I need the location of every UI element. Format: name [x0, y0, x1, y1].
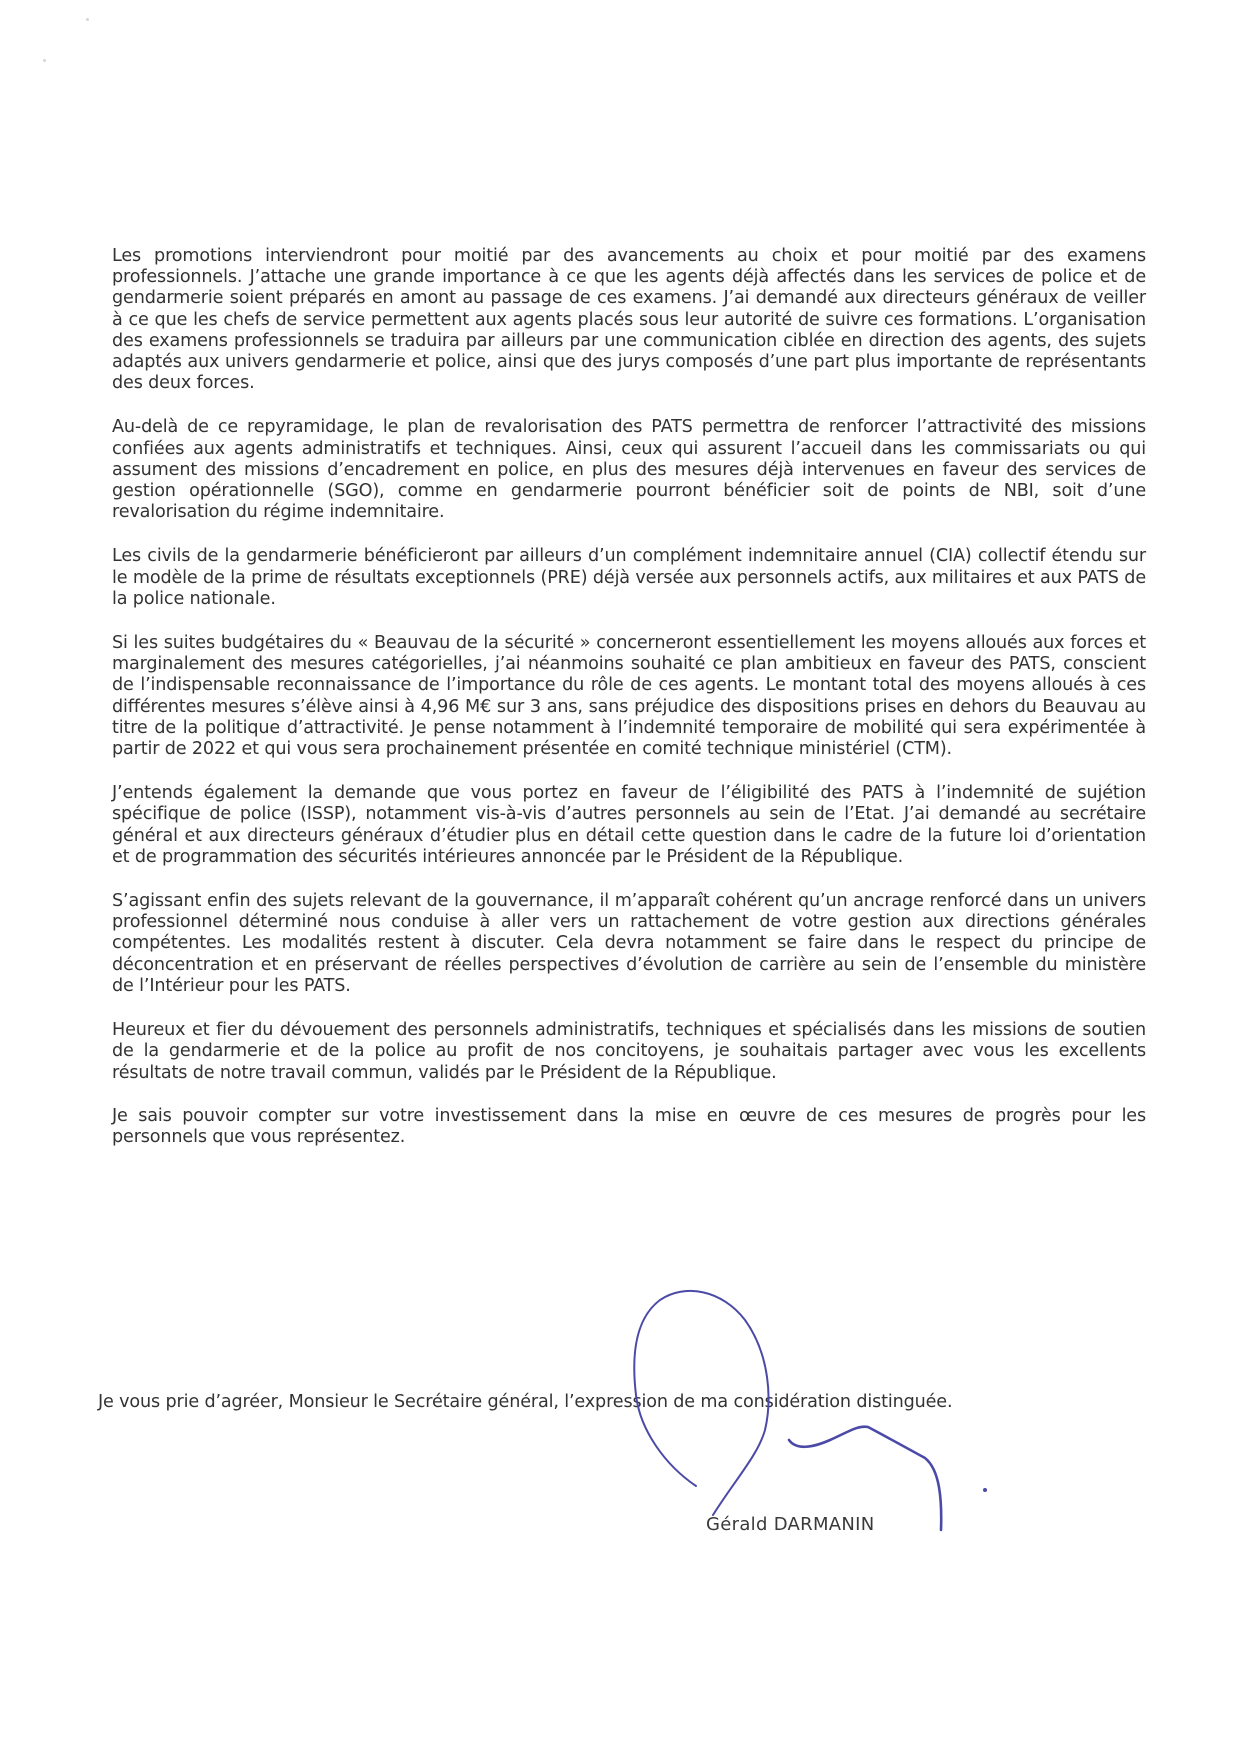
- paragraph-budget: Si les suites budgétaires du « Beauvau de la sécurité » concerneront essentiellement les moyens alloués aux forces et marginalement des mesures catégorielles, j’ai néanmoins souhaité ce plan ambitieux en faveur des PATS, conscient de l’indispensable reconnaissance de l’importance du rôle de ces agents. Le montant total des moyens alloués à ces différentes mesures s’élève ainsi à 4,96 M€ sur 3 ans, sans préjudice des dispositions prises en dehors du Beauvau au titre de la politique d’attractivité. Je pense notamment à l’indemnité temporaire de mobilité qui sera expérimentée à partir de 2022 et qui vous sera prochainement présentée en comité technique ministériel (CTM).: [112, 633, 1146, 760]
- scan-speck: [43, 59, 46, 62]
- paragraph-remerciements: Heureux et fier du dévouement des personnels administratifs, techniques et spécialisés dans les missions de soutien de la gendarmerie et de la police au profit de nos concitoyens, je souhaitais partager avec vous les excellents résultats de notre travail commun, validés par le Président de la République.: [112, 1020, 1146, 1083]
- scan-speck: [86, 18, 89, 21]
- paragraph-promotions: Les promotions interviendront pour moitié par des avancements au choix et pour moitié par des examens professionnels. J’attache une grande importance à ce que les agents déjà affectés dans les services de police et de gendarmerie soient préparés en amont au passage de ces examens. J’ai demandé aux directeurs généraux de veiller à ce que les chefs de service permettent aux agents placés sous leur autorité de suivre ces formations. L’organisation des examens professionnels se traduira par ailleurs par une communication ciblée en direction des agents, des sujets adaptés aux univers gendarmerie et police, ainsi que des jurys composés d’une part plus importante de représentants des deux forces.: [112, 246, 1146, 394]
- paragraph-revalorisation: Au-delà de ce repyramidage, le plan de revalorisation des PATS permettra de renforcer l’attractivité des missions confiées aux agents administratifs et techniques. Ainsi, ceux qui assurent l’accueil dans les commissariats ou qui assument des missions d’encadrement en police, en plus des mesures déjà intervenues en faveur des services de gestion opérationnelle (SGO), comme en gendarmerie pourront bénéficier soit de points de NBI, soit d’une revalorisation du régime indemnitaire.: [112, 417, 1146, 523]
- closing-formula: Je vous prie d’agréer, Monsieur le Secrétaire général, l’expression de ma considération distinguée.: [98, 1392, 953, 1412]
- paragraph-issp: J’entends également la demande que vous portez en faveur de l’éligibilité des PATS à l’indemnité de sujétion spécifique de police (ISSP), notamment vis-à-vis d’autres personnels au sein de l’Etat. J’ai demandé au secrétaire général et aux directeurs généraux d’étudier plus en détail cette question dans le cadre de la future loi d’orientation et de programmation des sécurités intérieures annoncée par le Président de la République.: [112, 783, 1146, 867]
- letter-body: [112, 246, 1146, 1169]
- paragraph-cia: Les civils de la gendarmerie bénéficieront par ailleurs d’un complément indemnitaire annuel (CIA) collectif étendu sur le modèle de la prime de résultats exceptionnels (PRE) déjà versée aux personnels actifs, aux militaires et aux PATS de la police nationale.: [112, 546, 1146, 609]
- paragraph-investissement: Je sais pouvoir compter sur votre investissement dans la mise en œuvre de ces mesures de progrès pour les personnels que vous représentez.: [112, 1105, 1146, 1147]
- paragraph-gouvernance: S’agissant enfin des sujets relevant de la gouvernance, il m’apparaît cohérent qu’un ancrage renforcé dans un univers professionnel déterminé nous conduise à aller vers un rattachement de votre gestion aux directions générales compétentes. Les modalités restent à discuter. Cela devra notamment se faire dans le respect du principe de déconcentration et en préservant de réelles perspectives d’évolution de carrière au sein de l’ensemble du ministère de l’Intérieur pour les PATS.: [112, 891, 1146, 996]
- signatory-name: Gérald DARMANIN: [706, 1514, 875, 1535]
